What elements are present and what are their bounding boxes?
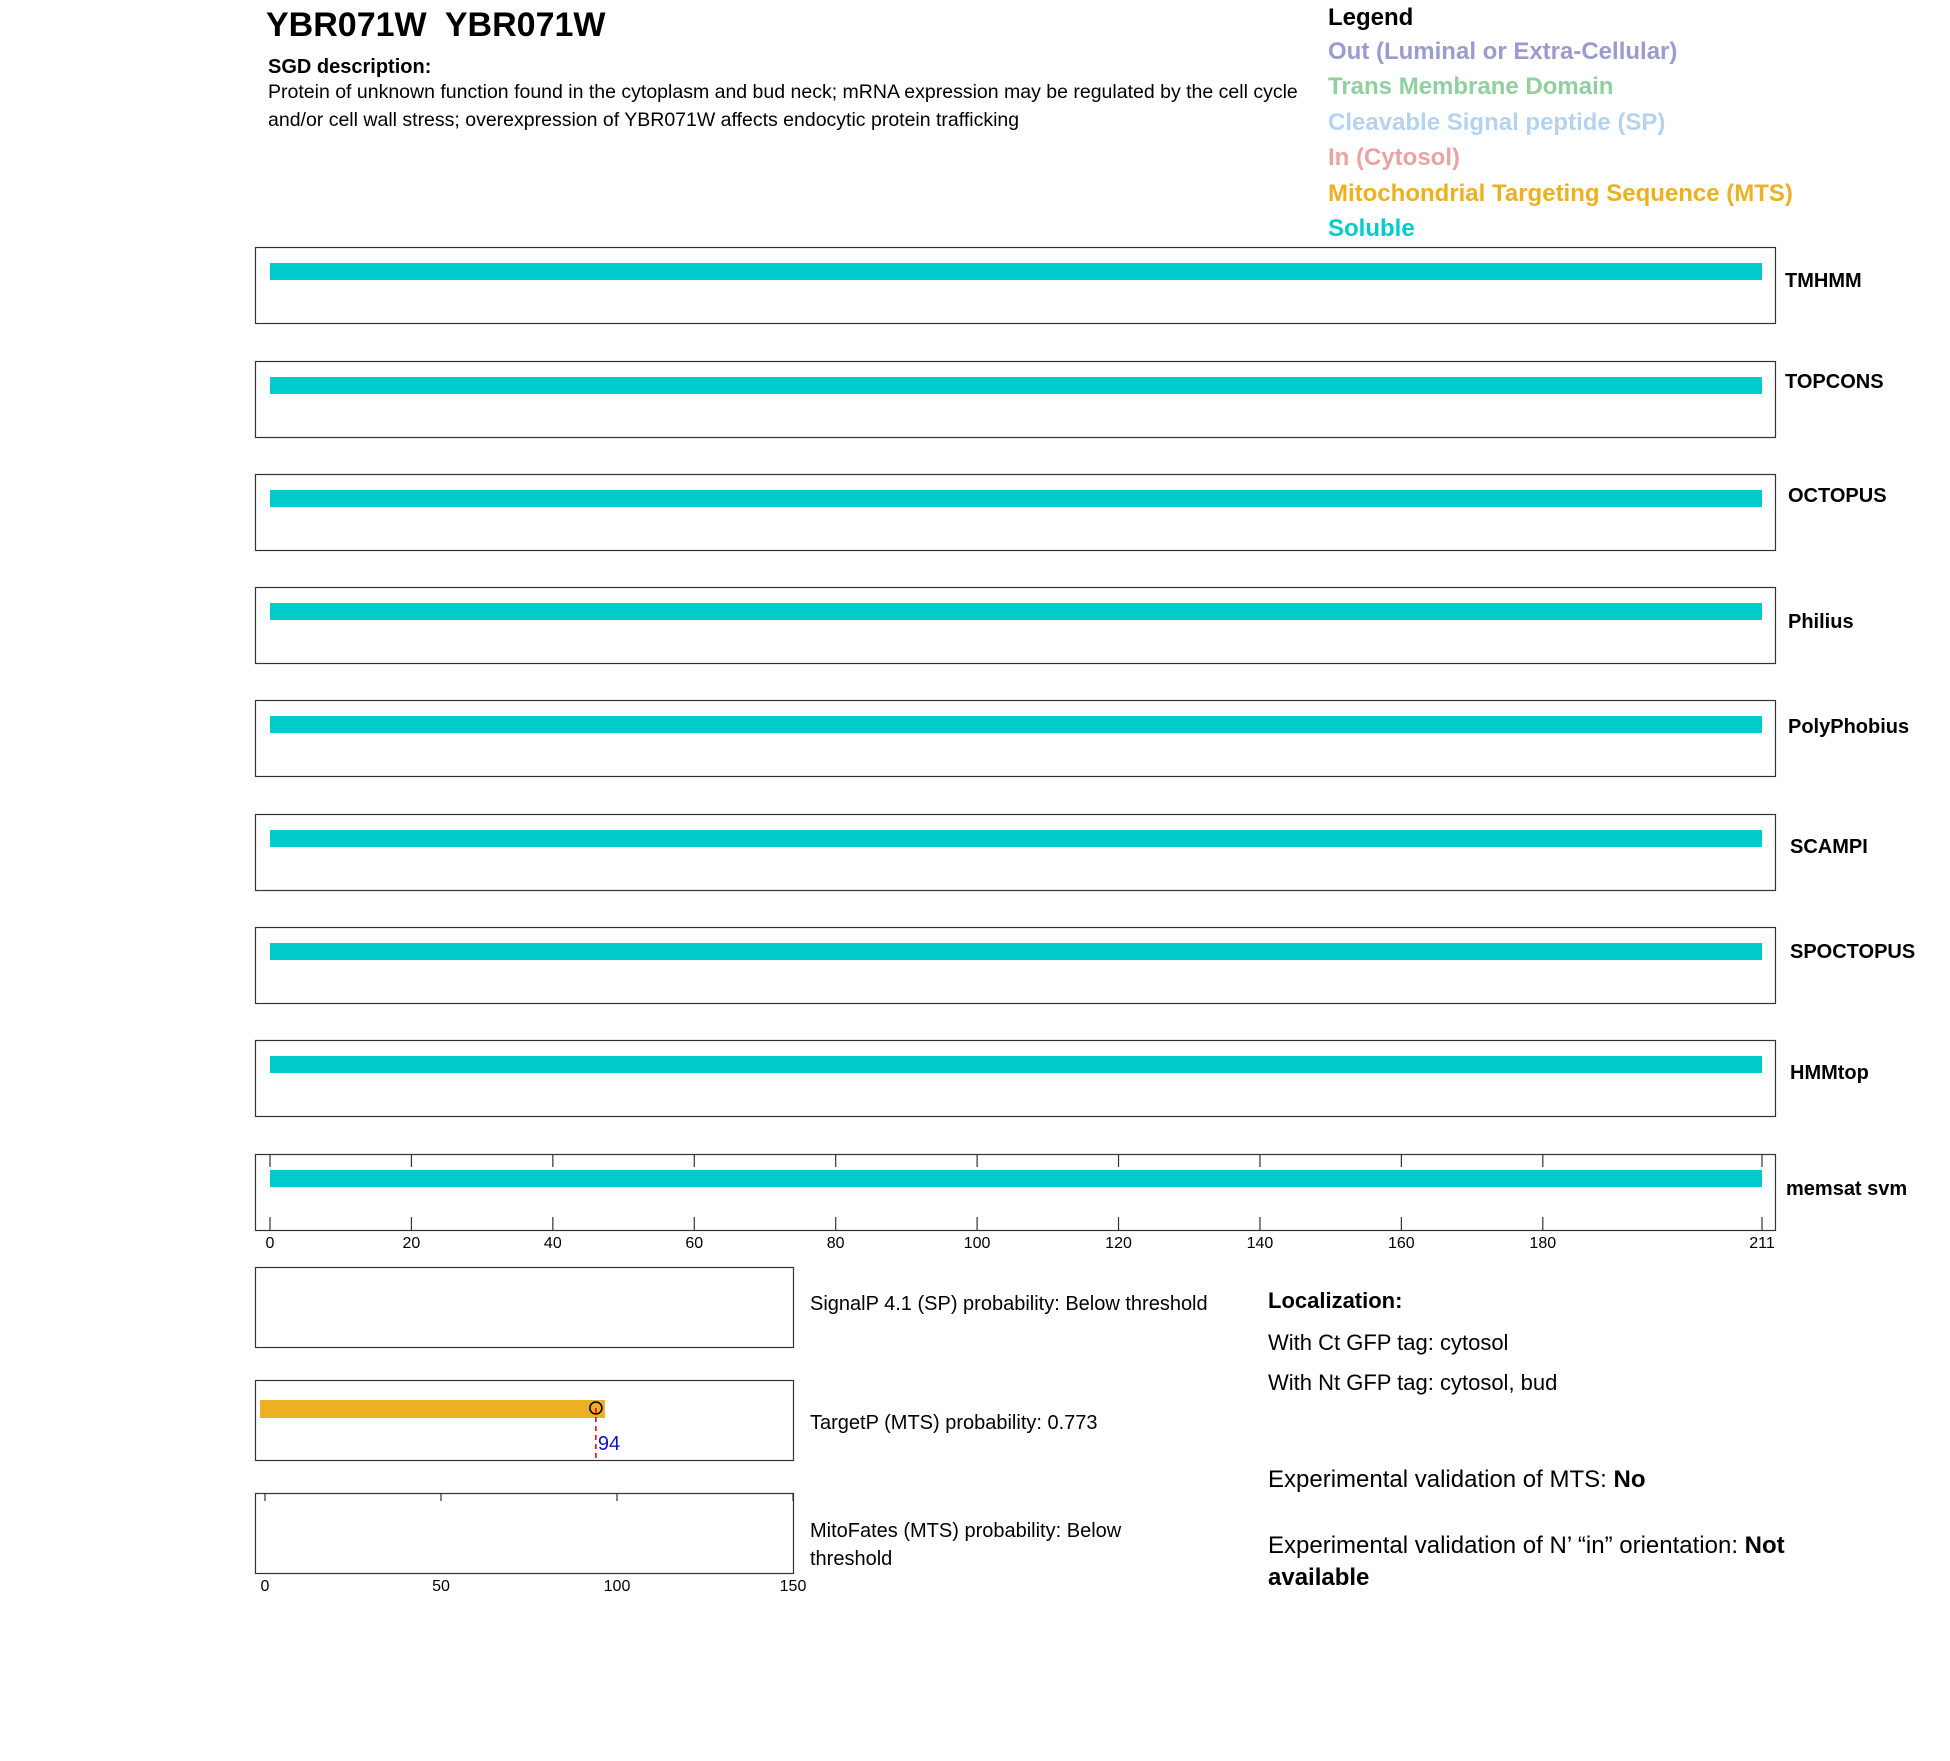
legend-item-out: Out (Luminal or Extra-Cellular) <box>1328 38 1678 65</box>
track-tick-label-160: 160 <box>1388 1235 1415 1252</box>
track-tick-label-40: 40 <box>543 1235 562 1252</box>
legend-item-mts: Mitochondrial Targeting Sequence (MTS) <box>1328 180 1793 207</box>
nterm-tick-label-150: 150 <box>779 1578 807 1595</box>
track-tick-label-180: 180 <box>1529 1235 1557 1252</box>
nterm-tick-label-100: 100 <box>603 1578 631 1595</box>
legend-item-soluble: Soluble <box>1328 215 1415 242</box>
track-label-polyphobius: PolyPhobius <box>1788 716 1910 738</box>
orientation-validation-value: Not available <box>1268 1532 1785 1591</box>
track-label-philius: Philius <box>1788 611 1854 633</box>
nterm-tick-label-0: 0 <box>260 1578 270 1595</box>
track-tick-label-211: 211 <box>1749 1235 1775 1252</box>
page-title: YBR071W YBR071W <box>266 6 606 44</box>
track-tick-label-0: 0 <box>265 1235 275 1252</box>
localization-title: Localization: <box>1268 1288 1403 1313</box>
track-tick-label-80: 80 <box>826 1235 845 1252</box>
legend-item-tm: Trans Membrane Domain <box>1328 73 1614 100</box>
localization-ct: With Ct GFP tag: cytosol <box>1268 1330 1509 1355</box>
mitofates-label: MitoFates (MTS) probability: Below threshold <box>810 1520 1122 1570</box>
track-label-scampi: SCAMPI <box>1790 836 1868 858</box>
track-label-hmmtop: HMMtop <box>1790 1062 1869 1084</box>
panel-box-signalp <box>256 1268 794 1348</box>
panel-marker-label-targetp: 94 <box>597 1433 621 1455</box>
mts-validation-prefix: Experimental validation of MTS: <box>1268 1466 1614 1493</box>
legend-title: Legend <box>1328 4 1414 31</box>
orientation-validation <box>1268 1530 1868 1594</box>
localization-nt: With Nt GFP tag: cytosol, bud <box>1268 1370 1558 1395</box>
track-tick-label-120: 120 <box>1105 1235 1132 1252</box>
orientation-validation-prefix: Experimental validation of N’ “in” orientation: <box>1268 1532 1745 1559</box>
nterm-tick-label-50: 50 <box>432 1578 450 1595</box>
mts-validation <box>1268 1465 1645 1495</box>
sgd-description-text: Protein of unknown function found in the cytoplasm and bud neck; mRNA expression may be regulated by the cell cycle and/or cell wall stress; overexpression of YBR071W affects endocytic protein trafficking <box>268 81 1298 131</box>
targetp-label: TargetP (MTS) probability: 0.773 <box>810 1412 1098 1434</box>
track-label-memsat-svm: memsat svm <box>1786 1178 1908 1200</box>
mts-validation-value: No <box>1613 1466 1646 1493</box>
track-tick-label-100: 100 <box>963 1235 991 1252</box>
panel-box-targetp <box>256 1381 794 1461</box>
legend-item-in: In (Cytosol) <box>1328 144 1460 171</box>
track-tick-label-60: 60 <box>685 1235 704 1252</box>
panel-box-mitofates <box>256 1494 794 1574</box>
track-label-spoctopus: SPOCTOPUS <box>1790 941 1916 963</box>
sgd-description-label: SGD description: <box>268 56 432 78</box>
track-tick-label-20: 20 <box>402 1235 421 1252</box>
track-label-topcons: TOPCONS <box>1785 371 1884 393</box>
signalp-label: SignalP 4.1 (SP) probability: Below threshold <box>810 1293 1208 1315</box>
track-tick-label-140: 140 <box>1246 1235 1274 1252</box>
legend-item-sp: Cleavable Signal peptide (SP) <box>1328 109 1666 136</box>
track-label-tmhmm: TMHMM <box>1785 270 1862 292</box>
track-label-octopus: OCTOPUS <box>1788 485 1887 507</box>
panel-bar-targetp <box>260 1400 605 1418</box>
